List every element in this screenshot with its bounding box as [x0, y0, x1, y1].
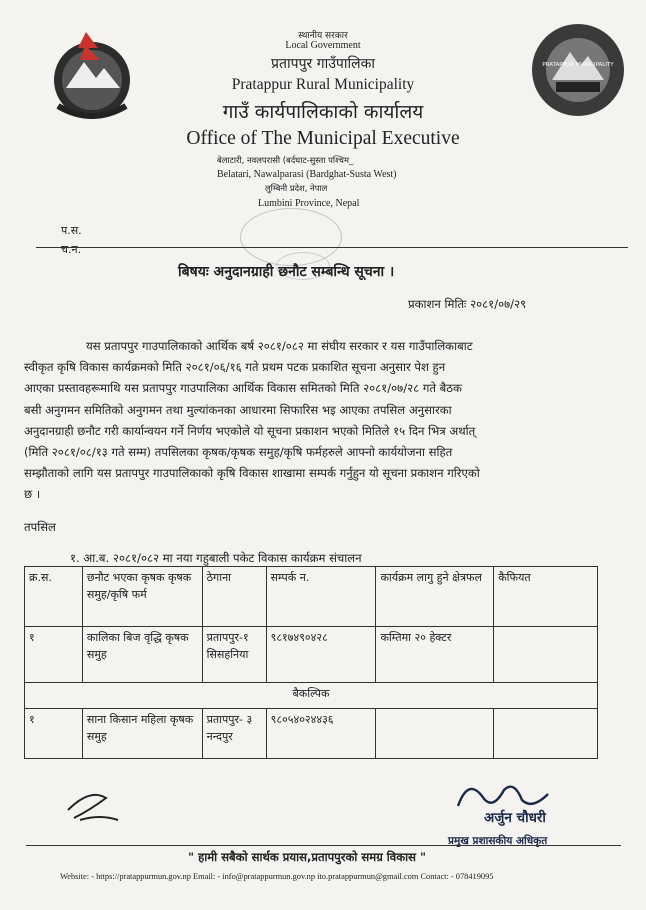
- table-header-cell: कैफियत: [494, 567, 598, 627]
- table-header-cell: कार्यक्रम लागु हुने क्षेत्रफल: [376, 567, 494, 627]
- body-line: बसी अनुगमन समितिको अनुगमन तथा मुल्यांकनका आधारमा सिफारिस भइ आएका तपसिल अनुसारका: [24, 402, 452, 417]
- body-line: सम्झौताको लागि यस प्रतापपुर गाउपालिकाको कृषि विकास शाखामा सम्पर्क गर्नुहुन यो सूचना प्रकाशन गरिएको: [24, 466, 480, 481]
- publish-date: प्रकाशन मितिः २०८१/०७/२९: [408, 297, 527, 311]
- table-cell: [494, 627, 598, 683]
- ref-number-label: प.स.: [61, 224, 82, 237]
- province-np: लुम्बिनी प्रदेश, नेपाल: [265, 183, 328, 193]
- table-header-cell: सम्पर्क न.: [266, 567, 376, 627]
- body-line: स्वीकृत कृषि विकास कार्यक्रमको मिति २०८१/०६/१६ गते प्रथम पटक प्रकाशित सूचना अनुसार पेश हुन: [24, 360, 446, 375]
- province-en: Lumbini Province, Nepal: [258, 198, 360, 209]
- table-cell: [494, 709, 598, 759]
- footer-divider: [26, 845, 621, 846]
- body-line: यस प्रतापपुर गाउपालिकाको आर्थिक बर्ष २०८१/०८२ मा संघीय सरकार र यस गाउँपालिकाबाट: [86, 339, 473, 353]
- tapasil-label: तपसिल: [24, 520, 56, 534]
- table-cell: प्रतापपुर- ३ नन्दपुर: [202, 709, 266, 759]
- footer-contact: Website: - https://pratappurmun.gov.np Email: - info@pratappurmun.gov.np ito.pratappurmun@gmail.com Contact: - 078419095: [60, 872, 494, 881]
- table-row: [25, 709, 598, 759]
- body-line: अनुदानग्राही छनौट गरी कार्यान्वयन गर्ने निर्णय भएकोले यो सूचना प्रकाशन भएको मितिले १५ दिन भित्र अर्थात्: [24, 423, 476, 438]
- table-cell: १: [25, 709, 83, 759]
- table-cell: ९८१७४९०४२८: [266, 627, 376, 683]
- table-cell: ९८०५४०२४४३६: [266, 709, 376, 759]
- table-cell: कालिका बिज वृद्धि कृषक समुह: [82, 627, 202, 683]
- table-cell: १: [25, 627, 83, 683]
- officer-name: अर्जुन चौधरी: [484, 810, 546, 826]
- table-alternate-row: [25, 683, 598, 709]
- office-name-en: Office of The Municipal Executive: [186, 128, 460, 149]
- body-line: (मिति २०८१/०८/१३ गते सम्म) तपसिलका कृषक/कृषक समुह/कृषि फर्महरुले आफ्नो कार्ययोजना सहित: [24, 445, 453, 460]
- officer-title: प्रमुख प्रशासकीय अधिकृत: [448, 835, 548, 847]
- notice-body: [24, 336, 622, 506]
- body-line: आएका प्रस्तावहरूमाथि यस प्रतापपुर गाउपालिका आर्थिक विकास समितको मिति २०८१/०७/२८ गते बैठक: [24, 381, 462, 396]
- table-cell: कम्तिमा २० हेक्टर: [376, 627, 494, 683]
- gov-label-np: स्थानीय सरकार: [298, 31, 348, 41]
- dispatch-number-label: च.न.: [61, 243, 82, 256]
- municipality-name-np: प्रतापपुर गाउँपालिका: [271, 56, 375, 72]
- office-name-np: गाउँ कार्यपालिकाको कार्यालय: [222, 101, 424, 123]
- municipality-name-en: Pratappur Rural Municipality: [231, 76, 415, 93]
- alternate-label: बैकल्पिक: [25, 683, 598, 709]
- table-cell: साना किसान महिला कृषक समुह: [82, 709, 202, 759]
- footer-slogan: " हामी सबैको सार्थक प्रयास,प्रतापपुरको समग्र विकास ": [188, 850, 427, 864]
- table-header-cell: छनौट भएका कृषक कृषक समुह/कृषि फर्म: [82, 567, 202, 627]
- logo-text: PRATAPPUR MUNICIPALITY: [542, 62, 614, 68]
- header-divider: [36, 247, 628, 248]
- body-line: छ ।: [24, 487, 41, 502]
- table-header-row: [25, 567, 598, 627]
- table-row: [25, 627, 598, 683]
- table-header-cell: ठेगाना: [202, 567, 266, 627]
- selection-table: [24, 566, 598, 759]
- address-en: Belatari, Nawalparasi (Bardghat-Susta West): [217, 169, 397, 180]
- table-cell: [376, 709, 494, 759]
- address-np: बेलाटारी, नवलपरासी (बर्दघाट-सुस्ता पश्चिम_: [217, 155, 354, 165]
- table-cell: प्रतापपुर-१ सिसहनिया: [202, 627, 266, 683]
- program-title: १. आ.ब. २०८१/०८२ मा नया गहुबाली पकेट विकास कार्यक्रम संचालन: [70, 551, 362, 565]
- left-signature: [60, 780, 130, 830]
- table-header-cell: क्र.स.: [25, 567, 83, 627]
- notice-subject: बिषयः अनुदानग्राही छनौट सम्बन्धि सूचना ।: [178, 264, 395, 280]
- gov-label-en: Local Government: [285, 40, 361, 51]
